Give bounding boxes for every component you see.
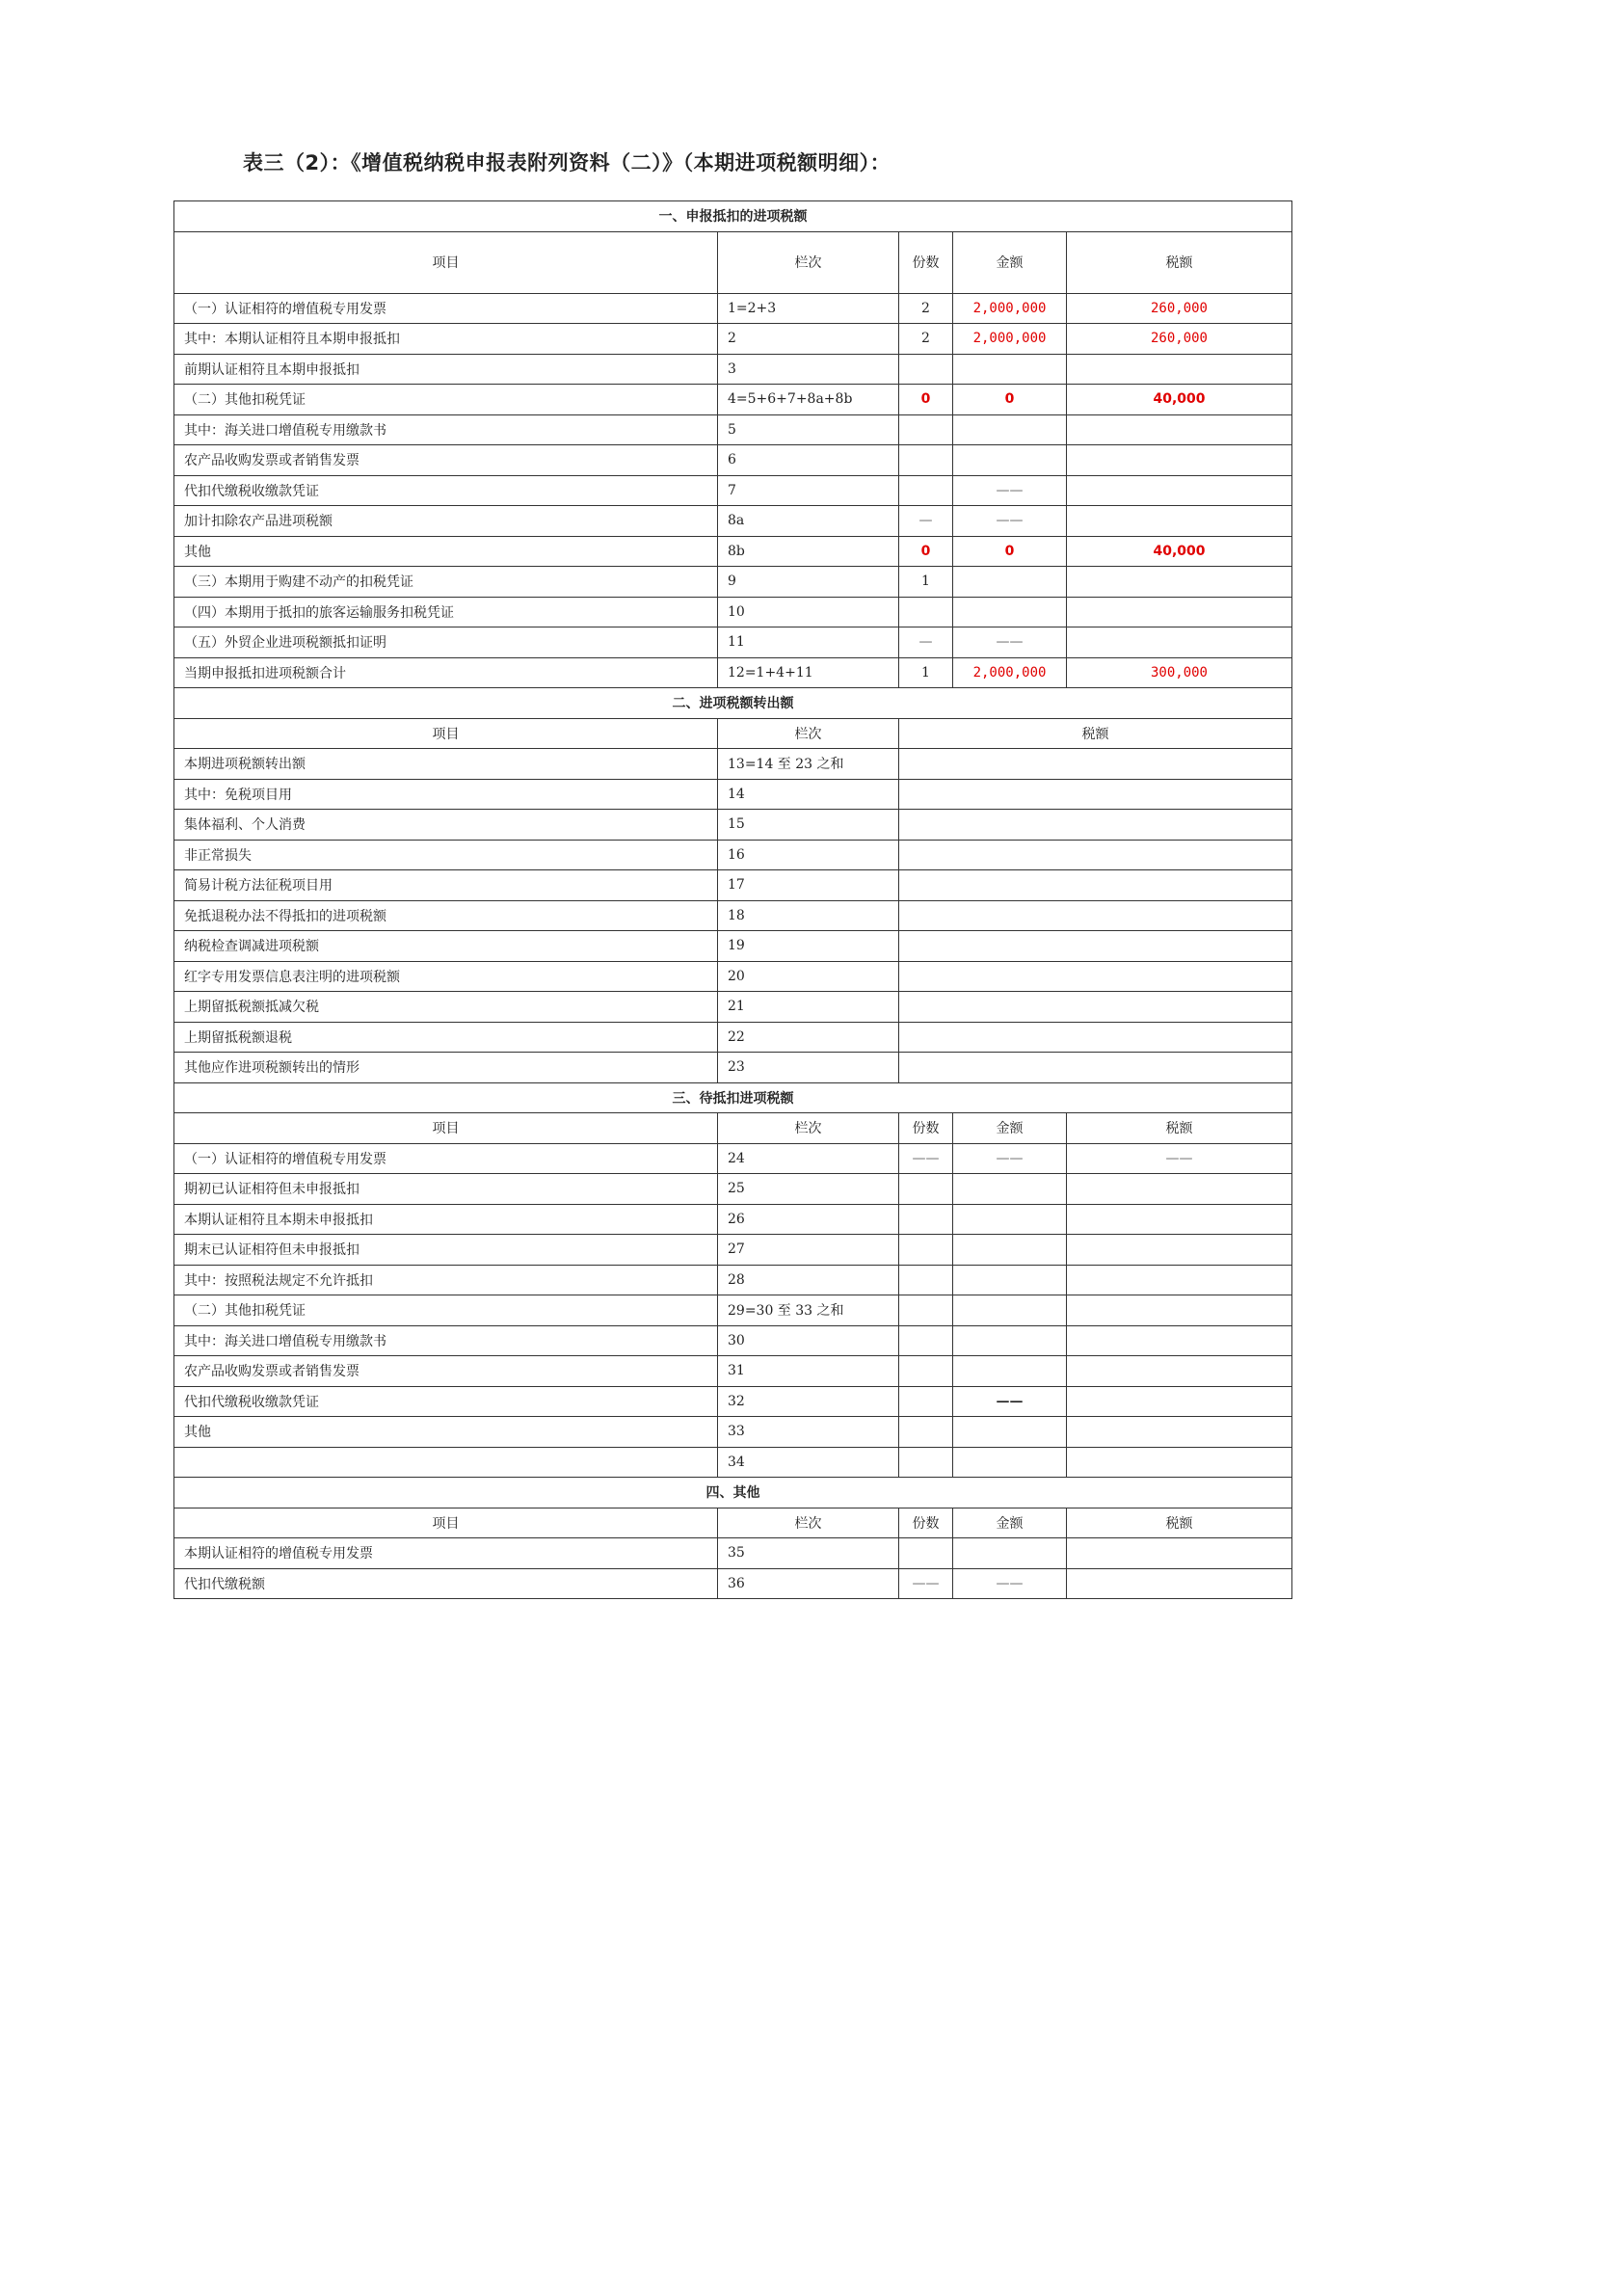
- column-header-row: [174, 231, 1292, 293]
- row-tax: [1067, 597, 1292, 627]
- row-count: [899, 445, 953, 476]
- row-tax: [1067, 1295, 1292, 1326]
- row-item: （二）其他扣税凭证: [174, 385, 718, 415]
- table-row: [174, 900, 1292, 931]
- row-tax: [899, 931, 1292, 962]
- row-item: 本期进项税额转出额: [174, 749, 718, 780]
- row-count: 1: [899, 657, 953, 688]
- row-item: （一）认证相符的增值税专用发票: [174, 1143, 718, 1174]
- row-count: 2: [899, 324, 953, 355]
- row-tax: [899, 961, 1292, 992]
- header-item: 项目: [174, 231, 718, 293]
- row-line: 20: [718, 961, 899, 992]
- row-amount: [953, 1417, 1067, 1448]
- row-item: 其他应作进项税额转出的情形: [174, 1053, 718, 1083]
- row-amount: [953, 1447, 1067, 1478]
- row-item: 集体福利、个人消费: [174, 810, 718, 841]
- table-row: [174, 1053, 1292, 1083]
- header-count: 份数: [899, 1508, 953, 1538]
- row-count: [899, 1295, 953, 1326]
- page-title: 表三（2）：《增值税纳税申报表附列资料（二）》（本期进项税额明细）：: [243, 151, 891, 174]
- row-amount: [953, 1265, 1067, 1295]
- row-line: 36: [718, 1568, 899, 1599]
- row-amount: ——: [953, 1386, 1067, 1417]
- row-tax: ——: [1067, 1143, 1292, 1174]
- row-item: 其他: [174, 536, 718, 567]
- row-amount: [953, 1538, 1067, 1569]
- header-item: 项目: [174, 718, 718, 749]
- row-tax: [899, 749, 1292, 780]
- table-row: [174, 1022, 1292, 1053]
- row-line: 14: [718, 779, 899, 810]
- row-item: 其中：免税项目用: [174, 779, 718, 810]
- row-tax: [1067, 445, 1292, 476]
- table-row: [174, 810, 1292, 841]
- row-count: [899, 1417, 953, 1448]
- row-tax: [899, 840, 1292, 870]
- row-line: 8a: [718, 506, 899, 537]
- table-row: [174, 1143, 1292, 1174]
- row-item: 前期认证相符且本期申报抵扣: [174, 354, 718, 385]
- row-line: 31: [718, 1356, 899, 1387]
- table-row: [174, 749, 1292, 780]
- row-line: 4=5+6+7+8a+8b: [718, 385, 899, 415]
- row-line: 23: [718, 1053, 899, 1083]
- section-title: 三、待抵扣进项税额: [174, 1082, 1292, 1113]
- row-tax: [899, 870, 1292, 901]
- row-line: 15: [718, 810, 899, 841]
- row-item: 其他: [174, 1417, 718, 1448]
- row-count: [899, 1447, 953, 1478]
- row-tax: [1067, 1174, 1292, 1205]
- row-tax: [1067, 1235, 1292, 1266]
- section-header: [174, 201, 1292, 232]
- row-line: 6: [718, 445, 899, 476]
- table-row: [174, 961, 1292, 992]
- row-line: 33: [718, 1417, 899, 1448]
- row-item: 其中：按照税法规定不允许抵扣: [174, 1265, 718, 1295]
- table-row: [174, 536, 1292, 567]
- row-line: 3: [718, 354, 899, 385]
- row-line: 5: [718, 414, 899, 445]
- row-tax: [1067, 475, 1292, 506]
- row-item: [174, 1447, 718, 1478]
- table-row: [174, 1325, 1292, 1356]
- table-row: [174, 324, 1292, 355]
- table-row: [174, 992, 1292, 1023]
- column-header-row: [174, 718, 1292, 749]
- row-line: 19: [718, 931, 899, 962]
- row-count: [899, 1386, 953, 1417]
- row-amount: [953, 1235, 1067, 1266]
- section-title: 一、申报抵扣的进项税额: [174, 201, 1292, 232]
- row-tax: [1067, 1265, 1292, 1295]
- row-item: （一）认证相符的增值税专用发票: [174, 293, 718, 324]
- table-row: [174, 779, 1292, 810]
- row-item: 代扣代缴税收缴款凭证: [174, 475, 718, 506]
- row-tax: 40,000: [1067, 536, 1292, 567]
- row-amount: [953, 1174, 1067, 1205]
- row-tax: [1067, 1204, 1292, 1235]
- row-tax: [1067, 414, 1292, 445]
- row-line: 32: [718, 1386, 899, 1417]
- table-row: [174, 354, 1292, 385]
- row-line: 16: [718, 840, 899, 870]
- table-row: [174, 1265, 1292, 1295]
- row-line: 26: [718, 1204, 899, 1235]
- row-line: 13=14 至 23 之和: [718, 749, 899, 780]
- row-item: 本期认证相符且本期未申报抵扣: [174, 1204, 718, 1235]
- row-amount: 2,000,000: [953, 657, 1067, 688]
- header-line: 栏次: [718, 1508, 899, 1538]
- table-row: [174, 385, 1292, 415]
- section-title: 二、进项税额转出额: [174, 688, 1292, 719]
- section-title: 四、其他: [174, 1478, 1292, 1508]
- table-row: [174, 657, 1292, 688]
- table-row: [174, 1204, 1292, 1235]
- row-count: [899, 1204, 953, 1235]
- table-row: [174, 1538, 1292, 1569]
- row-count: 2: [899, 293, 953, 324]
- row-line: 27: [718, 1235, 899, 1266]
- header-item: 项目: [174, 1113, 718, 1144]
- row-count: 0: [899, 385, 953, 415]
- header-tax: 税额: [1067, 1508, 1292, 1538]
- table-row: [174, 445, 1292, 476]
- table-row: [174, 840, 1292, 870]
- row-item: 上期留抵税额退税: [174, 1022, 718, 1053]
- row-item: 红字专用发票信息表注明的进项税额: [174, 961, 718, 992]
- header-tax: 税额: [1067, 1113, 1292, 1144]
- row-tax: [1067, 567, 1292, 598]
- row-line: 11: [718, 627, 899, 658]
- row-line: 22: [718, 1022, 899, 1053]
- row-item: 代扣代缴税额: [174, 1568, 718, 1599]
- row-tax: [899, 992, 1292, 1023]
- row-item: 纳税检查调减进项税额: [174, 931, 718, 962]
- row-count: [899, 1325, 953, 1356]
- row-item: 农产品收购发票或者销售发票: [174, 445, 718, 476]
- row-item: 简易计税方法征税项目用: [174, 870, 718, 901]
- row-item: （二）其他扣税凭证: [174, 1295, 718, 1326]
- row-line: 7: [718, 475, 899, 506]
- row-count: [899, 597, 953, 627]
- row-amount: [953, 445, 1067, 476]
- row-tax: [1067, 1447, 1292, 1478]
- row-tax: [1067, 354, 1292, 385]
- section-header: [174, 688, 1292, 719]
- row-tax: [1067, 1325, 1292, 1356]
- row-tax: [1067, 627, 1292, 658]
- row-item: （五）外贸企业进项税额抵扣证明: [174, 627, 718, 658]
- row-amount: [953, 597, 1067, 627]
- header-tax: 税额: [899, 718, 1292, 749]
- row-line: 12=1+4+11: [718, 657, 899, 688]
- row-count: [899, 475, 953, 506]
- row-line: 9: [718, 567, 899, 598]
- row-item: 农产品收购发票或者销售发票: [174, 1356, 718, 1387]
- row-count: —: [899, 627, 953, 658]
- row-item: 本期认证相符的增值税专用发票: [174, 1538, 718, 1569]
- row-item: 期初已认证相符但未申报抵扣: [174, 1174, 718, 1205]
- row-tax: [899, 900, 1292, 931]
- row-tax: 260,000: [1067, 293, 1292, 324]
- row-line: 28: [718, 1265, 899, 1295]
- table-row: [174, 1568, 1292, 1599]
- row-amount: [953, 1295, 1067, 1326]
- row-amount: [953, 1204, 1067, 1235]
- header-amount: 金额: [953, 231, 1067, 293]
- table-row: [174, 1447, 1292, 1478]
- table-row: [174, 597, 1292, 627]
- row-tax: [1067, 1568, 1292, 1599]
- row-count: [899, 1174, 953, 1205]
- table-row: [174, 293, 1292, 324]
- row-item: 加计扣除农产品进项税额: [174, 506, 718, 537]
- row-line: 30: [718, 1325, 899, 1356]
- row-amount: ——: [953, 506, 1067, 537]
- row-tax: [899, 1053, 1292, 1083]
- row-line: 34: [718, 1447, 899, 1478]
- table-row: [174, 627, 1292, 658]
- header-amount: 金额: [953, 1113, 1067, 1144]
- section-header: [174, 1082, 1292, 1113]
- row-line: 17: [718, 870, 899, 901]
- row-amount: [953, 1325, 1067, 1356]
- row-item: 当期申报抵扣进项税额合计: [174, 657, 718, 688]
- row-tax: 260,000: [1067, 324, 1292, 355]
- row-line: 29=30 至 33 之和: [718, 1295, 899, 1326]
- row-line: 10: [718, 597, 899, 627]
- row-line: 1=2+3: [718, 293, 899, 324]
- header-count: 份数: [899, 1113, 953, 1144]
- row-tax: [1067, 1356, 1292, 1387]
- row-amount: [953, 354, 1067, 385]
- table-row: [174, 414, 1292, 445]
- row-amount: ——: [953, 1143, 1067, 1174]
- table-row: [174, 1356, 1292, 1387]
- row-item: 非正常损失: [174, 840, 718, 870]
- row-amount: ——: [953, 475, 1067, 506]
- row-count: [899, 1538, 953, 1569]
- row-line: 2: [718, 324, 899, 355]
- table-row: [174, 931, 1292, 962]
- row-tax: 40,000: [1067, 385, 1292, 415]
- row-tax: [1067, 506, 1292, 537]
- row-amount: 2,000,000: [953, 324, 1067, 355]
- row-item: 免抵退税办法不得抵扣的进项税额: [174, 900, 718, 931]
- row-tax: [899, 810, 1292, 841]
- row-amount: ——: [953, 1568, 1067, 1599]
- table-row: [174, 1417, 1292, 1448]
- row-tax: [1067, 1386, 1292, 1417]
- row-line: 25: [718, 1174, 899, 1205]
- row-line: 8b: [718, 536, 899, 567]
- table-row: [174, 506, 1292, 537]
- row-amount: 0: [953, 536, 1067, 567]
- row-amount: 2,000,000: [953, 293, 1067, 324]
- row-item: 代扣代缴税收缴款凭证: [174, 1386, 718, 1417]
- row-line: 21: [718, 992, 899, 1023]
- row-line: 24: [718, 1143, 899, 1174]
- row-item: （四）本期用于抵扣的旅客运输服务扣税凭证: [174, 597, 718, 627]
- column-header-row: [174, 1113, 1292, 1144]
- header-tax: 税额: [1067, 231, 1292, 293]
- row-tax: [899, 779, 1292, 810]
- row-count: [899, 1265, 953, 1295]
- row-count: ——: [899, 1143, 953, 1174]
- row-tax: [1067, 1538, 1292, 1569]
- table-row: [174, 1295, 1292, 1326]
- table-row: [174, 870, 1292, 901]
- header-item: 项目: [174, 1508, 718, 1538]
- vat-input-tax-table: [173, 200, 1292, 1599]
- row-tax: [1067, 1417, 1292, 1448]
- row-amount: ——: [953, 627, 1067, 658]
- row-amount: 0: [953, 385, 1067, 415]
- row-amount: [953, 1356, 1067, 1387]
- row-tax: [899, 1022, 1292, 1053]
- row-item: 其中：海关进口增值税专用缴款书: [174, 1325, 718, 1356]
- row-item: （三）本期用于购建不动产的扣税凭证: [174, 567, 718, 598]
- table-row: [174, 567, 1292, 598]
- row-count: [899, 1235, 953, 1266]
- row-item: 其中：本期认证相符且本期申报抵扣: [174, 324, 718, 355]
- row-item: 其中：海关进口增值税专用缴款书: [174, 414, 718, 445]
- header-line: 栏次: [718, 1113, 899, 1144]
- row-tax: 300,000: [1067, 657, 1292, 688]
- row-count: 1: [899, 567, 953, 598]
- table-row: [174, 1386, 1292, 1417]
- table-row: [174, 1235, 1292, 1266]
- row-amount: [953, 414, 1067, 445]
- row-count: [899, 1356, 953, 1387]
- row-item: 上期留抵税额抵减欠税: [174, 992, 718, 1023]
- row-count: [899, 354, 953, 385]
- row-line: 35: [718, 1538, 899, 1569]
- header-line: 栏次: [718, 231, 899, 293]
- section-header: [174, 1478, 1292, 1508]
- row-line: 18: [718, 900, 899, 931]
- header-count: 份数: [899, 231, 953, 293]
- row-count: ——: [899, 1568, 953, 1599]
- row-amount: [953, 567, 1067, 598]
- column-header-row: [174, 1508, 1292, 1538]
- row-count: 0: [899, 536, 953, 567]
- row-count: [899, 414, 953, 445]
- table-row: [174, 1174, 1292, 1205]
- header-amount: 金额: [953, 1508, 1067, 1538]
- row-item: 期末已认证相符但未申报抵扣: [174, 1235, 718, 1266]
- table-row: [174, 475, 1292, 506]
- row-count: —: [899, 506, 953, 537]
- header-line: 栏次: [718, 718, 899, 749]
